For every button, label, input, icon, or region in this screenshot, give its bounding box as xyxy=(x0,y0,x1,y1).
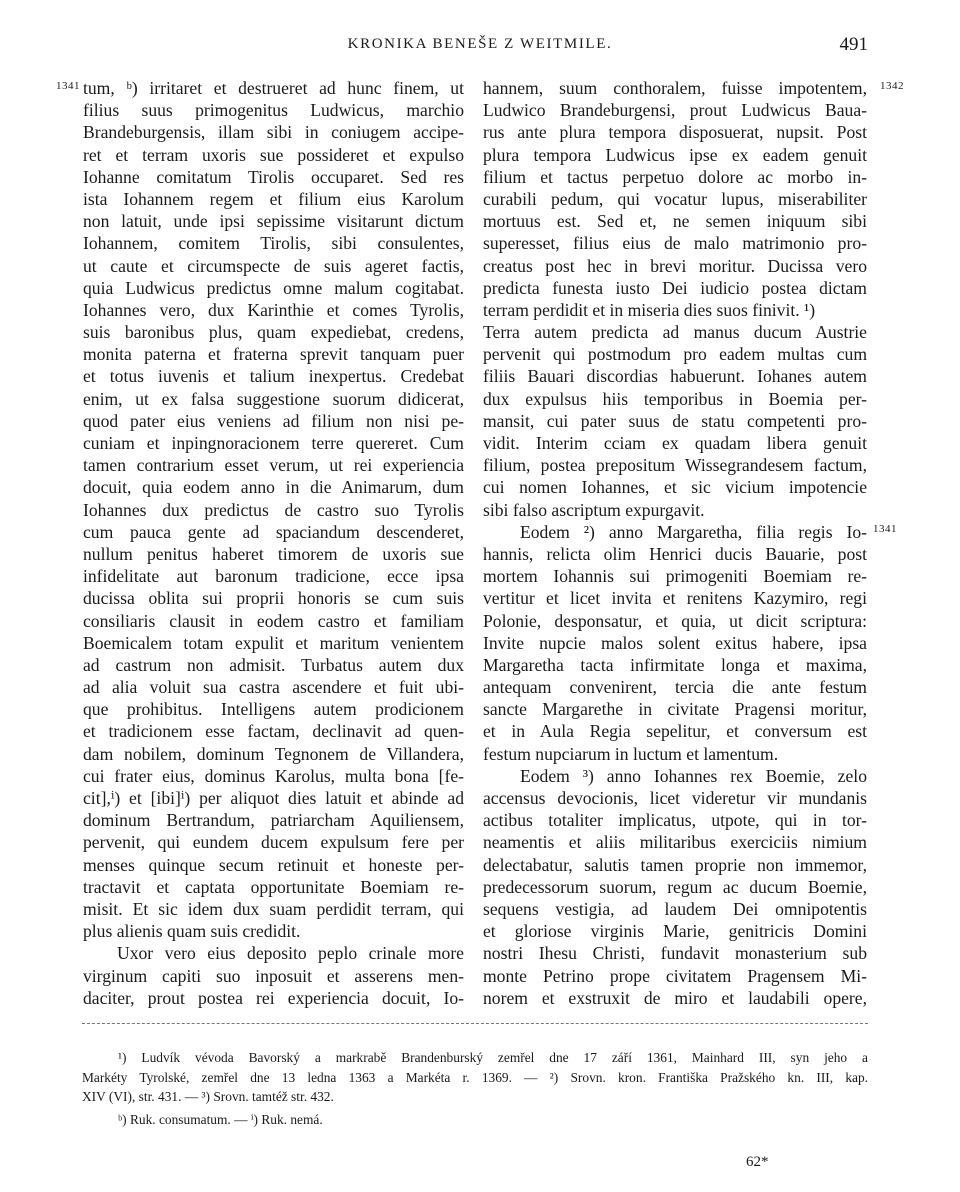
text-line: sequens vestigia, ad laudem Dei omnipotentis xyxy=(483,898,867,919)
text-line: quod pater eius veniens ad filium non nisi pe- xyxy=(83,410,464,431)
text-line: Margaretha tacta infirmitate longa et maxima, xyxy=(483,654,867,675)
signature-mark: 62* xyxy=(746,1154,769,1170)
text-line: ut caute et circumspecte de suis ageret factis, xyxy=(83,255,464,276)
text-line: superesset, filius eius de malo matrimonio pro- xyxy=(483,233,867,254)
margin-year-left: 1341 xyxy=(56,80,80,92)
text-line: actibus totaliter implicatus, utpote, qui in tor- xyxy=(483,810,867,831)
text-line: dux expulsus hiis temporibus in Boemia per- xyxy=(483,388,867,409)
text-line: sancte Margarethe in civitate Pragensi moritur, xyxy=(483,699,867,720)
text-line: mortuus est. Sed et, ne semen iniquum sibi xyxy=(483,211,867,232)
text-line: neamentis et aliis militaribus exerciciis nimium xyxy=(483,832,867,853)
page-number: 491 xyxy=(839,34,868,55)
text-line: plura tempora Ludwicus ipse ex eadem genuit xyxy=(483,144,867,165)
text-line: curabili pedum, qui vocatur lupus, miserabiliter xyxy=(483,188,867,209)
text-line: sibi falso ascriptum expurgavit. xyxy=(483,499,705,520)
text-line: dominum Bertrandum, patriarcham Aquiliensem, xyxy=(83,810,464,831)
text-line: mansit, cui pater suus de statu competenti pro- xyxy=(483,410,867,431)
text-line: Uxor vero eius deposito peplo crinale more xyxy=(117,943,464,964)
text-line: terram perdidit et in miseria dies suos finivit. ¹) xyxy=(483,299,816,320)
text-line: creatus post hec in brevi moritur. Ducissa vero xyxy=(483,255,867,276)
text-line: filius suus primogenitus Ludwicus, marchio xyxy=(83,100,464,121)
text-line: hannis, relicta olim Henrici ducis Bauarie, post xyxy=(483,543,867,564)
text-line: Eodem ²) anno Margaretha, filia regis Io- xyxy=(520,521,867,542)
text-line: virginum capiti suo inposuit et asserens men- xyxy=(83,965,464,986)
text-line: vidit. Interim cciam ex quadam libera genuit xyxy=(483,433,867,453)
footnote-line: XIV (VI), str. 431. — ³) Srovn. tamtéž str. 432. xyxy=(82,1089,334,1104)
left-text-column xyxy=(83,77,464,1009)
footnotes-czech xyxy=(82,1048,868,1107)
text-line: vertitur et licet invita et renitens Kazymiro, regi xyxy=(483,588,867,609)
margin-year-right-middle: 1341 xyxy=(873,523,897,535)
text-line: filiis Bauari discordias habuerunt. Iohanes autem xyxy=(483,366,867,387)
text-line: Polonie, desponsatur, et quia, ut dicit scriptura: xyxy=(483,610,867,631)
text-line: hannem, suum conthoralem, fuisse impotentem, xyxy=(483,78,867,98)
text-line: enim, ut ex falsa suggestione suorum didicerat, xyxy=(83,388,464,409)
text-line: cuniam et inpingnoracionem terre quereret. Cum xyxy=(83,433,464,453)
text-line: Iohannes vero, dux Karinthie et comes Tyrolis, xyxy=(83,299,464,320)
text-line: et gloriose virginis Marie, genitricis Domini xyxy=(483,921,867,942)
text-line: Terra autem predicta ad manus ducum Austrie xyxy=(483,322,867,343)
text-line: consiliaris clausit in eodem castro et familiam xyxy=(83,610,464,631)
text-line: ad alia voluit sua castra ascendere et fuit ubi- xyxy=(83,677,464,698)
text-line: nostri Ihesu Christi, fundavit monasterium sub xyxy=(483,943,867,964)
text-line: monita paterna et fraterna sprevit tanquam puer xyxy=(83,344,464,365)
text-line: cum pauca gente ad spaciandum descenderet, xyxy=(83,521,464,542)
text-line: pervenit, qui eundem ducem expulsum fere per xyxy=(83,832,464,853)
text-line: cui nomen Iohannes, et sic vicium impotencie xyxy=(483,477,867,498)
text-line: rus ante plura tempora disposuerat, nupsit. Post xyxy=(483,122,867,143)
text-line: ad castrum non admisit. Turbatus autem dux xyxy=(83,654,464,675)
text-line: nullum penitus haberet timorem de uxoris sue xyxy=(83,543,464,564)
right-text-column xyxy=(483,77,867,1009)
text-line: quia Ludwicus predictus omne malum cogitabat. xyxy=(83,277,464,298)
text-line: monte Petrino prope civitatem Pragensem Mi- xyxy=(483,965,867,986)
text-line: plus alienis quam suis credidit. xyxy=(83,921,301,942)
text-line: Brandeburgensis, illam sibi in coniugem accipe- xyxy=(83,122,464,143)
footnote-line: ᵇ) Ruk. consumatum. — ⁱ) Ruk. nemá. xyxy=(118,1112,323,1127)
text-line: antequam convenirent, tercia die ante festum xyxy=(483,677,867,698)
text-line: mortem Iohannis sui primogeniti Boemiam re- xyxy=(483,566,867,587)
text-line: et totus iuvenis et talium inexpertus. Credebat xyxy=(83,366,464,387)
text-line: cui frater eius, dominus Karolus, multa bona [fe- xyxy=(83,765,464,786)
text-line: menses quinque secum retinuit et honeste per- xyxy=(83,854,464,875)
footnote-line: ¹) Ludvík vévoda Bavorský a markrabě Brandenburský zemřel dne 17 září 1361, Mainhard III, syn jeho a xyxy=(118,1050,868,1065)
text-line: tamen contrarium esset verum, ut rei experiencia xyxy=(83,455,464,476)
text-line: Iohannes dux predictus de castro suo Tyrolis xyxy=(83,499,464,520)
text-line: que prohibitus. Intelligens autem prodicionem xyxy=(83,699,464,720)
footnote-line: Markéty Tyrolské, zemřel dne 13 ledna 1363 a Markéta r. 1369. — ²) Srovn. kron. Františka Pražského kn. III, kap. xyxy=(82,1069,868,1085)
text-line: suis baronibus plus, quam expediebat, credens, xyxy=(83,322,464,343)
text-line: tum, ᵇ) irritaret et destrueret ad hunc finem, ut xyxy=(83,78,464,98)
text-line: non latuit, unde ipsi sepissime visitarunt dictum xyxy=(83,211,464,232)
text-line: delectabatur, salutis tamen proprie non immemor, xyxy=(483,854,867,875)
text-line: et in Aula Regia sepelitur, et conversum est xyxy=(483,721,867,742)
text-line: accensus devocionis, licet videretur vir mundanis xyxy=(483,788,867,808)
text-line: daciter, prout postea rei experiencia docuit, Io- xyxy=(83,987,464,1008)
text-line: tractavit et captata opportunitate Boemiam re- xyxy=(83,876,464,897)
text-line: Iohanne comitatum Tirolis occuparet. Sed res xyxy=(83,166,464,187)
footnote-separator xyxy=(82,1023,868,1024)
text-line: filium, postea prepositum Wissegrandesem factum, xyxy=(483,455,867,476)
text-line: docuit, quia eodem anno in die Animarum, dum xyxy=(83,477,464,498)
footnotes-latin xyxy=(82,1110,868,1130)
text-line: festum nupciarum in luctum et lamentum. xyxy=(483,743,779,764)
text-line: Eodem ³) anno Iohannes rex Boemie, zelo xyxy=(520,765,867,786)
text-line: predecessorum suorum, regum ac ducum Boemie, xyxy=(483,876,867,897)
text-line: filium et tactus perpetuo dolore ac morbo in- xyxy=(483,166,867,187)
running-head xyxy=(0,34,960,56)
text-line: Invite nupcie malos solent exitus habere, ipsa xyxy=(483,632,867,653)
text-line: Ludwico Brandeburgensi, prout Ludwicus Baua- xyxy=(483,100,867,121)
text-line: Iohannem, comitem Tirolis, sibi consulentes, xyxy=(83,233,464,254)
text-line: pervenit qui postmodum pro eadem multas cum xyxy=(483,344,867,365)
text-line: infidelitate aut baronum tradicione, ecce ipsa xyxy=(83,566,464,587)
text-line: ret et terram uxoris sue possideret et expulso xyxy=(83,144,464,165)
text-line: cit],ⁱ) et [ibi]ⁱ) per aliquot dies latuit et abinde ad xyxy=(83,788,464,808)
text-line: norem et exstruxit de miro et laudabili opere, xyxy=(483,987,867,1008)
text-line: et tradicionem esse factam, declinavit ad quen- xyxy=(83,721,464,742)
text-line: predicta funesta iusto Dei iudicio postea dictam xyxy=(483,277,867,298)
text-line: misit. Et sic idem dux suam perdidit terram, qui xyxy=(83,898,464,919)
text-line: ducissa oblita sui proprii honoris se cum suis xyxy=(83,588,464,609)
text-line: ista Iohannem regem et filium eius Karolum xyxy=(83,188,464,209)
text-line: Boemicalem totam expulit et maritum venientem xyxy=(83,632,464,653)
text-line: dam nobilem, dominum Tegnonem de Villandera, xyxy=(83,743,464,764)
running-title: KRONIKA BENEŠE Z WEITMILE. xyxy=(347,36,613,52)
margin-year-right-top: 1342 xyxy=(880,80,904,92)
